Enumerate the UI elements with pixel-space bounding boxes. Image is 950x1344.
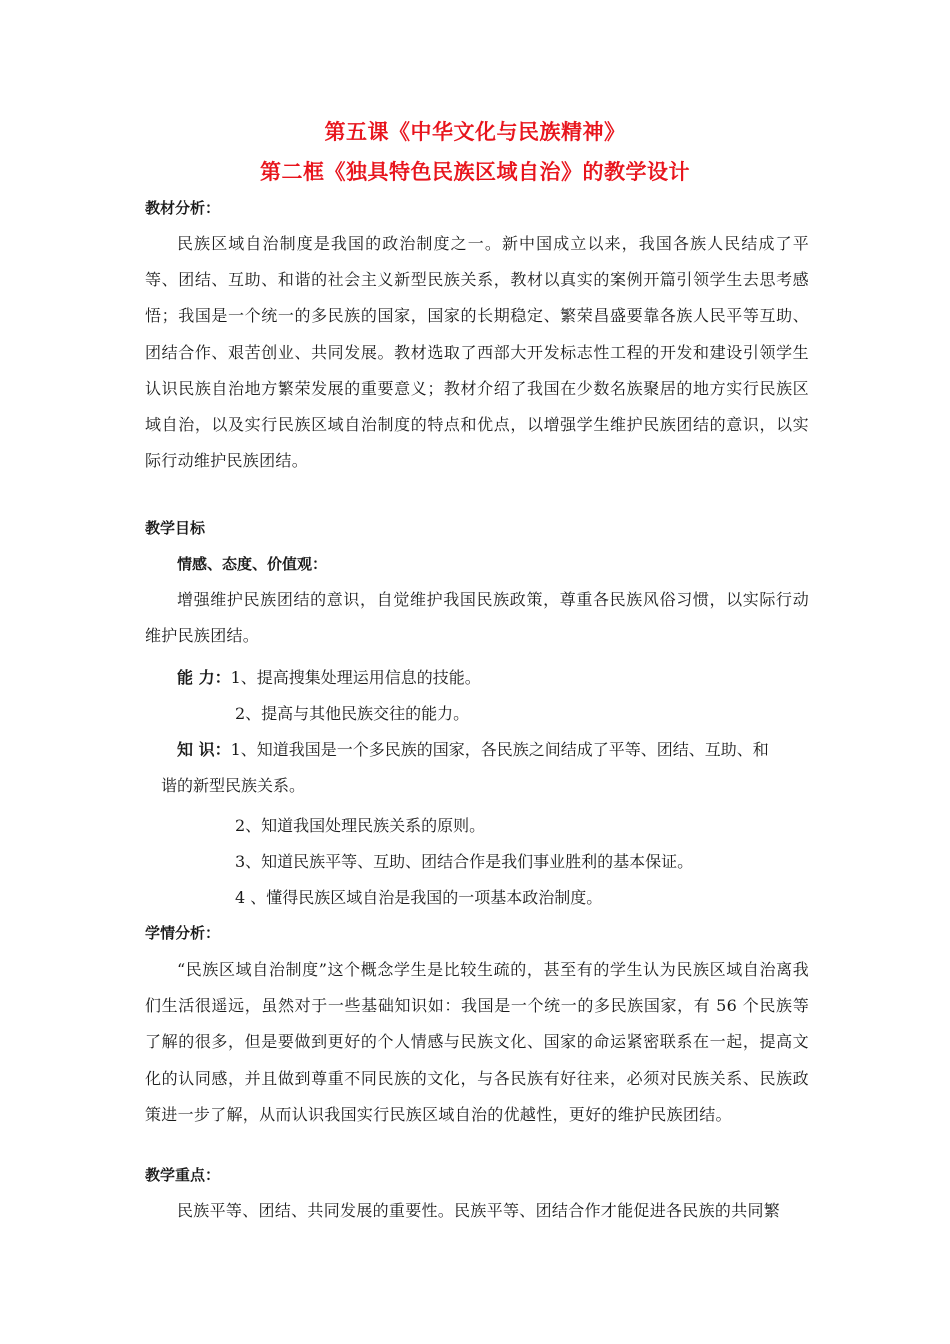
material-heading: 教材分析： — [145, 199, 221, 217]
knowledge-item-2: 2、知道我国处理民族关系的原则。 — [235, 816, 486, 835]
key-paragraph: 民族平等、团结、共同发展的重要性。民族平等、团结合作才能促进各民族的共同繁 — [177, 1201, 781, 1220]
knowledge-item-1b: 谐的新型民族关系。 — [161, 776, 306, 795]
students-paragraph: “民族区域自治制度”这个概念学生是比较生疏的，甚至有的学生认为民族区域自治离我们生活很遥远，虽然对于一些基础知识如：我国是一个统一的多民族国家，有 56 个民族等了解的很多，但是要做到更好的个人情感与民族文化、国家的命运紧密联系在一起，提高文化的认同感，并且做到尊重不同民族的文化，与各民族有好往来，必须对民族关系、民族政策进一步了解，从而认识我国实行民族区域自治的优越性，更好的维护民族团结。 — [145, 960, 809, 1124]
document-title: 第五课《中华文化与民族精神》 — [324, 120, 626, 144]
emotion-paragraph: 增强维护民族团结的意识，自觉维护我国民族政策，尊重各民族风俗习惯，以实际行动维护民族团结。 — [145, 590, 809, 646]
knowledge-item-1a: 1、知道我国是一个多民族的国家，各民族之间结成了平等、团结、互助、和 — [230, 740, 769, 759]
knowledge-item-4: 4 、懂得民族区域自治是我国的一项基本政治制度。 — [235, 888, 603, 907]
material-paragraph: 民族区域自治制度是我国的政治制度之一。新中国成立以来，我国各族人民结成了平等、团结、互助、和谐的社会主义新型民族关系，教材以真实的案例开篇引领学生去思考感悟；我国是一个统一的多民族的国家，国家的长期稳定、繁荣昌盛要靠各族人民平等互助、团结合作、艰苦创业、共同发展。教材选取了西部大开发标志性工程的开发和建设引领学生认识民族自治地方繁荣发展的重要意义；教材介绍了我国在少数名族聚居的地方实行民族区域自治，以及实行民族区域自治制度的特点和优点，以增强学生维护民族团结的意识，以实际行动维护民族团结。 — [145, 234, 809, 471]
ability-row-1 — [177, 667, 481, 689]
students-heading: 学情分析： — [145, 924, 221, 942]
ability-item-2: 2、提高与其他民族交往的能力。 — [235, 704, 470, 723]
knowledge-label: 知 识： — [177, 740, 231, 759]
key-heading: 教学重点： — [145, 1166, 221, 1184]
ability-label: 能 力： — [177, 668, 231, 687]
knowledge-item-3: 3、知道民族平等、互助、团结合作是我们事业胜利的基本保证。 — [235, 852, 694, 871]
goals-heading: 教学目标 — [145, 519, 206, 537]
emotion-heading: 情感、态度、价值观： — [177, 555, 328, 573]
knowledge-row-1 — [177, 739, 769, 761]
document-subtitle: 第二框《独具特色民族区域自治》的教学设计 — [260, 160, 690, 184]
ability-item-1: 1、提高搜集处理运用信息的技能。 — [230, 668, 481, 687]
